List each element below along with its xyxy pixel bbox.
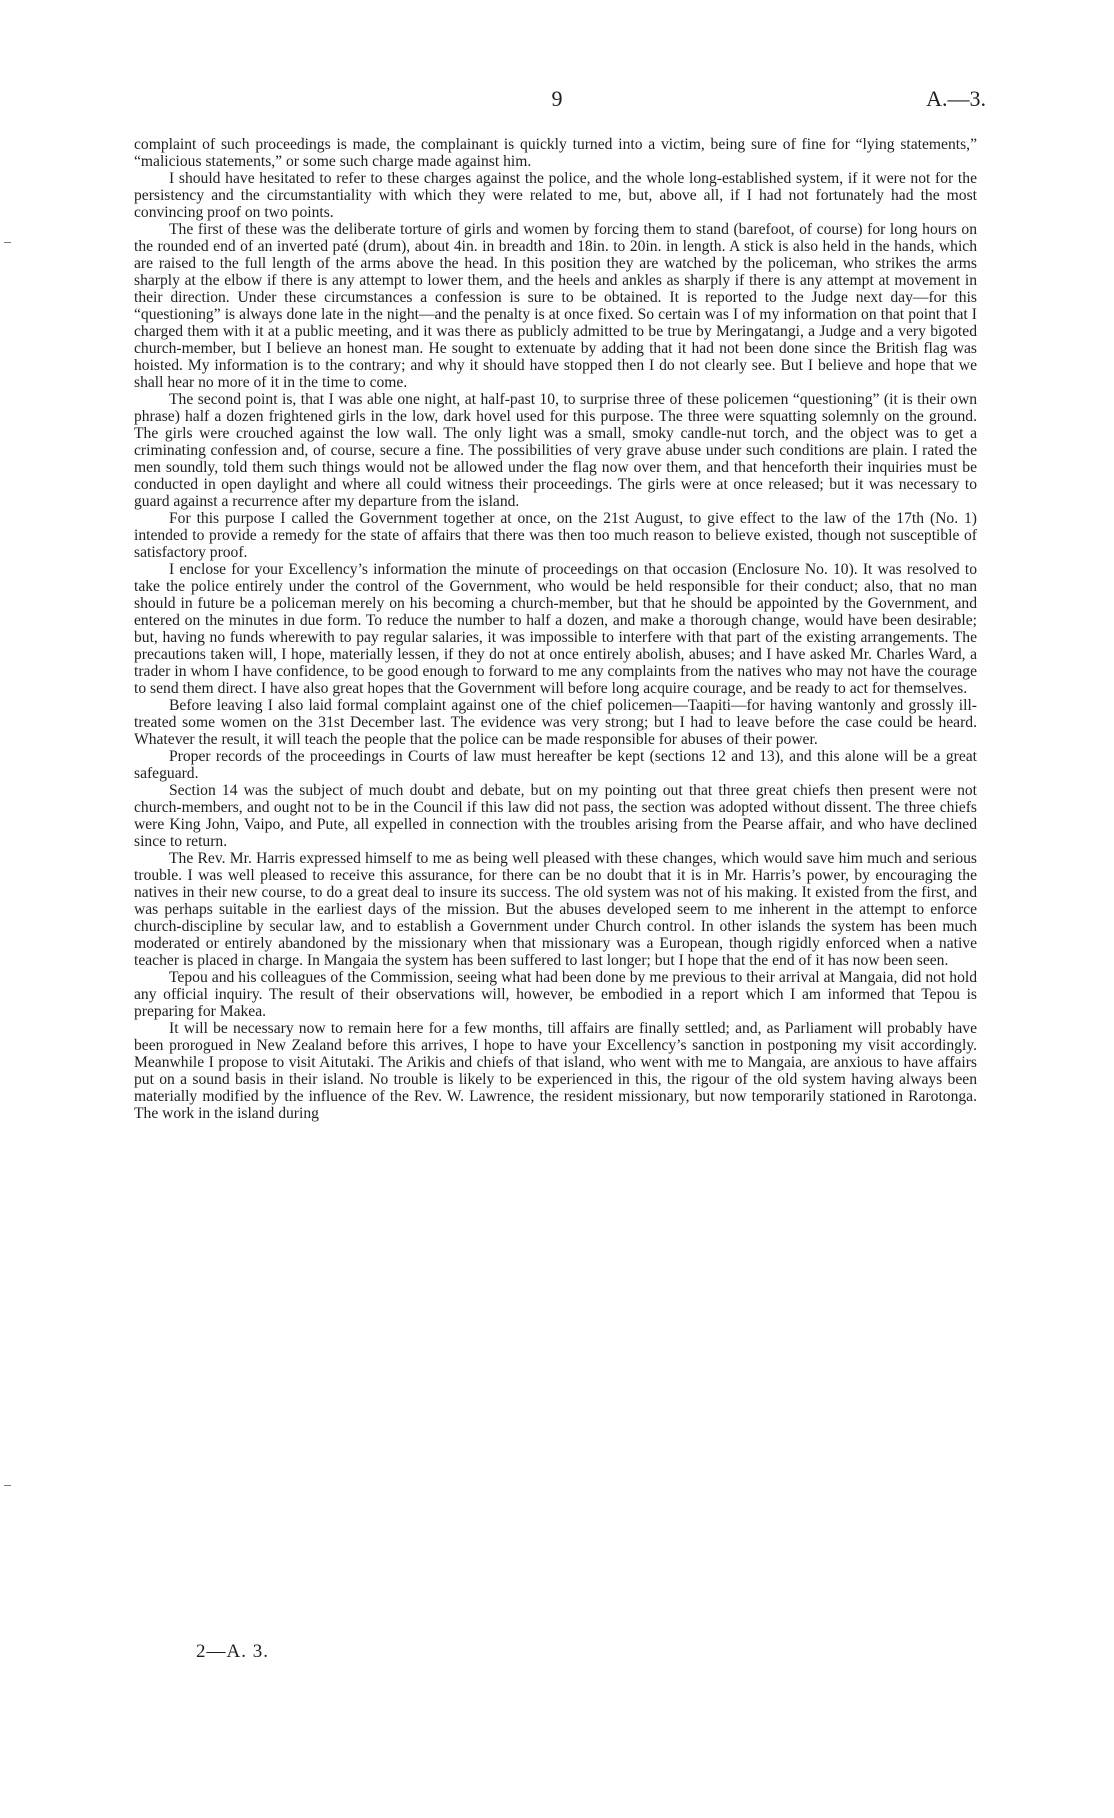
paragraph: I enclose for your Excellency’s information the minute of proceedings on that occasion (Enclosure No. 10). It was resolved to take the police entirely under the control of the Government, who would be held responsible for their conduct; also, that no man should in future be a policeman merely on his becoming a church-member, but that he should be appointed by the Government, and entered on the minutes in due form. To reduce the number to half a dozen, and make a thorough change, would have been desirable; but, having no funds wherewith to pay regular salaries, it was impossible to interfere with that part of the existing arrangements. The precautions taken will, I hope, materially lessen, if they do not at once entirely abolish, abuses; and I have asked Mr. Charles Ward, a trader in whom I have confidence, to be good enough to forward to me any complaints from the natives who may not have the courage to send them direct. I have also great hopes that the Government will before long acquire courage, and be ready to act for themselves. xyxy=(134,561,977,697)
signature-mark: 2—A. 3. xyxy=(196,1641,269,1662)
paragraph: Before leaving I also laid formal complaint against one of the chief policemen—Taapiti—for having wantonly and grossly ill-treated some women on the 31st December last. The evidence was very strong; but I had to leave before the case could be heard. Whatever the result, it will teach the people that the police can be made responsible for abuses of their power. xyxy=(134,697,977,748)
paragraph: Section 14 was the subject of much doubt and debate, but on my pointing out that three great chiefs then present were not church-members, and ought not to be in the Council if this law did not pass, the section was adopted without dissent. The three chiefs were King John, Vaipo, and Pute, all expelled in connection with the troubles arising from the Pearse affair, and who have declined since to return. xyxy=(134,782,977,850)
paragraph: I should have hesitated to refer to these charges against the police, and the whole long-established system, if it were not for the persistency and the circumstantiality with which they were related to me, but, above all, if I had not fortunately had the most convincing proof on two points. xyxy=(134,170,977,221)
paragraph: complaint of such proceedings is made, the complainant is quickly turned into a victim, being sure of fine for “lying statements,” “malicious statements,” or some such charge made against him. xyxy=(134,136,977,170)
page-number: 9 xyxy=(551,86,563,111)
paragraph: The Rev. Mr. Harris expressed himself to me as being well pleased with these changes, which would save him much and serious trouble. I was well pleased to receive this assurance, for there can be no doubt that it is in Mr. Harris’s power, by encouraging the natives in their new course, to do a great deal to insure its success. The old system was not of his making. It existed from the first, and was perhaps suitable in the earliest days of the mission. But the abuses developed seem to me inherent in the attempt to enforce church-discipline by secular law, and to establish a Government under Church control. In other islands the system has been much moderated or entirely abandoned by the missionary when that missionary was a European, though rigidly enforced when a native teacher is placed in charge. In Mangaia the system has been suffered to last longer; but I hope that the end of it has now been seen. xyxy=(134,850,977,969)
margin-tick xyxy=(4,1485,11,1486)
paragraph: Proper records of the proceedings in Courts of law must hereafter be kept (sections 12 and 13), and this alone will be a great safeguard. xyxy=(134,748,977,782)
page-header xyxy=(0,86,1114,116)
paragraph: The first of these was the deliberate torture of girls and women by forcing them to stand (barefoot, of course) for long hours on the rounded end of an inverted paté (drum), about 4in. in breadth and 18in. to 20in. in length. A stick is also held in the hands, which are raised to the full length of the arms above the head. In this position they are watched by the policeman, who strikes the arms sharply at the elbow if there is any attempt to lower them, and the heels and ankles as sharply if there is any attempt at movement in their direction. Under these circumstances a confession is sure to be obtained. It is reported to the Judge next day—for this “questioning” is always done late in the night—and the penalty is at once fixed. So certain was I of my information on that point that I charged them with it at a public meeting, and it was there as publicly admitted to be true by Meringatangi, a Judge and a very bigoted church-member, but I believe an honest man. He sought to extenuate by adding that it had not been done since the British flag was hoisted. My information is to the contrary; and why it should have stopped then I do not clearly see. But I believe and hope that we shall hear no more of it in the time to come. xyxy=(134,221,977,391)
paragraph: Tepou and his colleagues of the Commission, seeing what had been done by me previous to their arrival at Mangaia, did not hold any official inquiry. The result of their observations will, however, be embodied in a report which I am informed that Tepou is preparing for Makea. xyxy=(134,969,977,1020)
paragraph: For this purpose I called the Government together at once, on the 21st August, to give effect to the law of the 17th (No. 1) intended to provide a remedy for the state of affairs that there was then too much reason to believe existed, though not susceptible of satisfactory proof. xyxy=(134,510,977,561)
body-text xyxy=(134,136,977,1122)
paragraph: It will be necessary now to remain here for a few months, till affairs are finally settled; and, as Parliament will probably have been prorogued in New Zealand before this arrives, I hope to have your Excellency’s sanction in postponing my visit accordingly. Meanwhile I propose to visit Aitutaki. The Arikis and chiefs of that island, who went with me to Mangaia, are anxious to have affairs put on a sound basis in their island. No trouble is likely to be experienced in this, the rigour of the old system having always been materially modified by the influence of the Rev. W. Lawrence, the resident missionary, but now temporarily stationed in Rarotonga. The work in the island during xyxy=(134,1020,977,1122)
document-reference: A.—3. xyxy=(926,86,986,111)
margin-tick xyxy=(4,242,11,243)
paragraph: The second point is, that I was able one night, at half-past 10, to surprise three of these policemen “questioning” (it is their own phrase) half a dozen frightened girls in the low, dark hovel used for this purpose. The three were squatting solemnly on the ground. The girls were crouched against the low wall. The only light was a small, smoky candle-nut torch, and the object was to get a criminating confession and, of course, secure a fine. The possibilities of very grave abuse under such conditions are plain. I rated the men soundly, told them such things would not be allowed under the flag now over them, and that henceforth their inquiries must be conducted in open daylight and where all could witness their proceedings. The girls were at once released; but it was necessary to guard against a recurrence after my departure from the island. xyxy=(134,391,977,510)
